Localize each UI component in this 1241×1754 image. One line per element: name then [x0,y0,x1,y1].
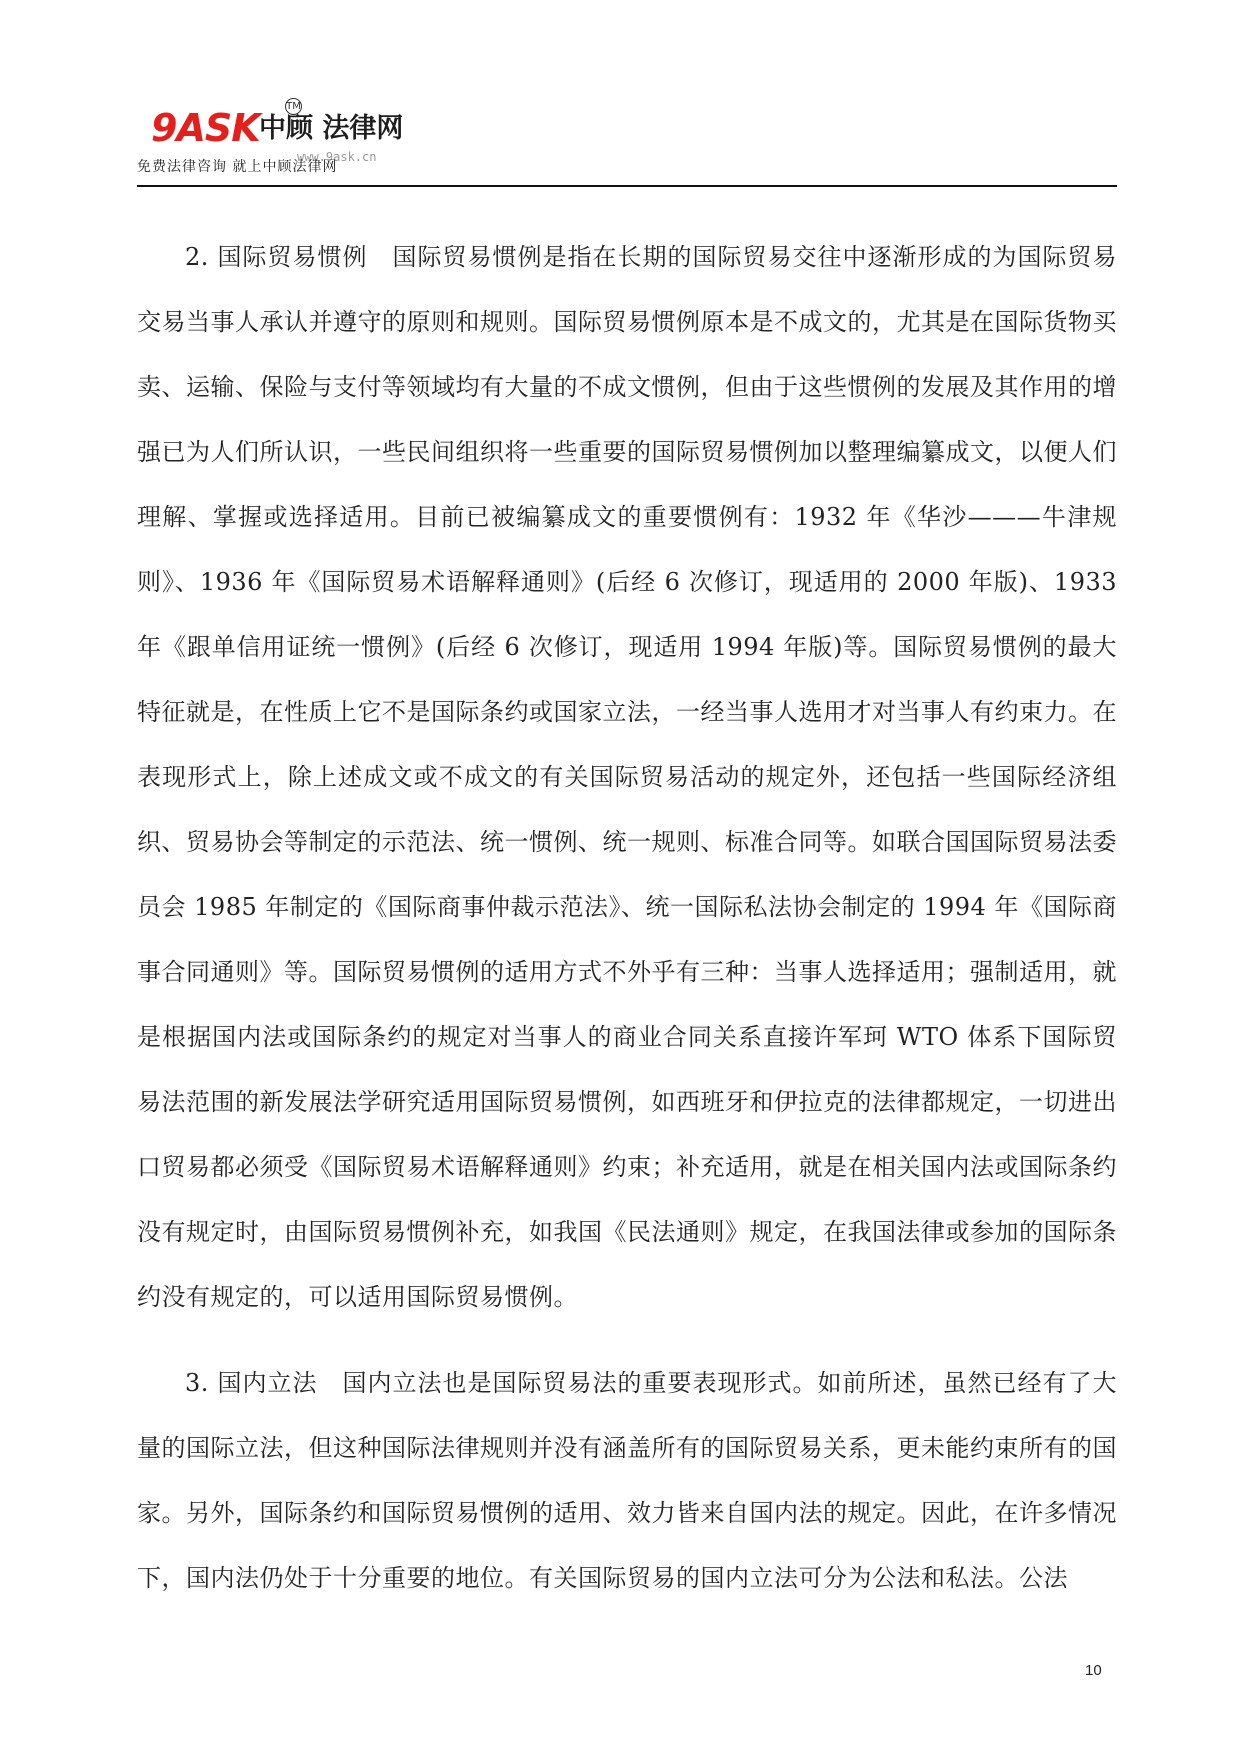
logo-mark: 9ASK [151,106,260,150]
page-number: 10 [1085,1662,1102,1679]
page-header [137,92,1117,187]
header-divider [137,185,1117,187]
paragraph-international-trade-practice: 2. 国际贸易惯例 国际贸易惯例是指在长期的国际贸易交往中逐渐形成的为国际贸易交易当事人承认并遵守的原则和规则。国际贸易惯例原本是不成文的，尤其是在国际货物买卖、运输、保险与支付等领域均有大量的不成文惯例，但由于这些惯例的发展及其作用的增强已为人们所认识，一些民间组织将一些重要的国际贸易惯例加以整理编纂成文，以便人们理解、掌握或选择适用。目前已被编纂成文的重要惯例有：1932 年《华沙———牛津规则》、1936 年《国际贸易术语解释通则》(后经 6 次修订，现适用的 2000 年版)、1933 年《跟单信用证统一惯例》(后经 6 次修订，现适用 1994 年版)等。国际贸易惯例的最大特征就是，在性质上它不是国际条约或国家立法，一经当事人选用才对当事人有约束力。在表现形式上，除上述成文或不成文的有关国际贸易活动的规定外，还包括一些国际经济组织、贸易协会等制定的示范法、统一惯例、统一规则、标准合同等。如联合国国际贸易法委员会 1985 年制定的《国际商事仲裁示范法》、统一国际私法协会制定的 1994 年《国际商事合同通则》等。国际贸易惯例的适用方式不外乎有三种：当事人选择适用；强制适用，就是根据国内法或国际条约的规定对当事人的商业合同关系直接许军珂 WTO 体系下国际贸易法范围的新发展法学研究适用国际贸易惯例，如西班牙和伊拉克的法律都规定，一切进出口贸易都必须受《国际贸易术语解释通则》约束；补充适用，就是在相关国内法或国际条约没有规定时，由国际贸易惯例补充，如我国《民法通则》规定，在我国法律或参加的国际条约没有规定的，可以适用国际贸易惯例。 [137,243,1117,1311]
logo-url: www.9ask.cn [297,150,377,164]
header-slogan: 免费法律咨询 就上中顾法律网 [137,159,338,175]
paragraph-domestic-legislation: 3. 国内立法 国内立法也是国际贸易法的重要表现形式。如前所述，虽然已经有了大量的国际立法，但这种国际法律规则并没有涵盖所有的国际贸易关系，更未能约束所有的国家。另外，国际条约和国际贸易惯例的适用、效力皆来自国内法的规定。因此，在许多情况下，国内法仍处于十分重要的地位。有关国际贸易的国内立法可分为公法和私法。公法 [137,1369,1117,1592]
logo-chinese-name: 中顾 法律网 [259,113,404,144]
trademark-icon: TM [285,98,302,115]
document-body [137,225,1117,1611]
